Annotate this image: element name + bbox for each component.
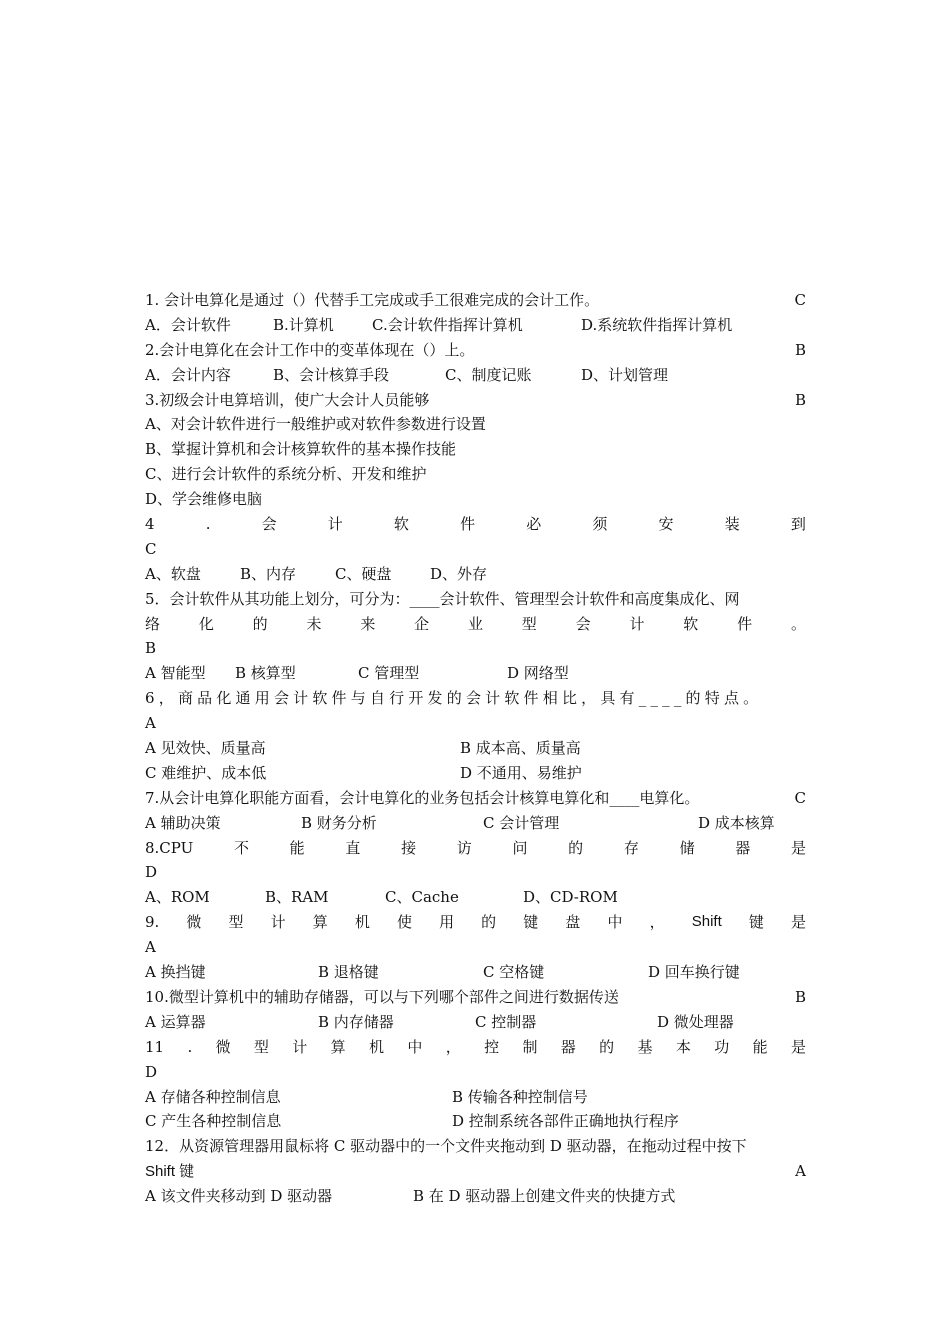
option-b: B 内存储器 (318, 1012, 394, 1031)
stem-char: 件 (460, 515, 476, 534)
option-b: B 在 D 驱动器上创建文件夹的快捷方式 (413, 1187, 676, 1206)
stem-char: 基 (637, 1037, 653, 1056)
stem-char: 络 (145, 614, 161, 633)
question-9-stem (145, 910, 806, 935)
option-a: A、ROM (145, 888, 210, 907)
stem-char: 的 (568, 838, 584, 857)
stem-char: 机 (369, 1037, 385, 1056)
question-1-options (145, 313, 806, 338)
stem-char: 型 (253, 1037, 269, 1056)
question-3-option-c (145, 462, 806, 487)
option-c: C 空格键 (483, 963, 545, 982)
stem-char: ， (445, 1037, 461, 1056)
stem-char: 计 (292, 1037, 308, 1056)
stem-char: 8.CPU (145, 838, 194, 857)
option-d: D、CD-ROM (523, 888, 618, 907)
stem-char: 控 (484, 1037, 500, 1056)
question-8-options (145, 885, 806, 910)
stem-char: Shift (691, 913, 722, 931)
option-d: D 网络型 (507, 664, 569, 683)
question-2-options (145, 363, 806, 388)
stem-char: 问 (512, 838, 528, 857)
stem-char: 微 (215, 1037, 231, 1056)
stem-char: 4 (145, 515, 155, 534)
stem-char: . (205, 515, 211, 534)
question-5-options (145, 661, 806, 686)
stem-char: 使 (396, 913, 412, 932)
option-b: B 退格键 (318, 963, 379, 982)
question-text: 6，商品化通用会计软件与自行开发的会计软件相比，具有____的特点。 (145, 689, 763, 708)
question-5-stem (145, 587, 806, 612)
stem-char: 制 (522, 1037, 538, 1056)
option-c: C 控制器 (475, 1012, 537, 1031)
answer-label: B (794, 987, 806, 1006)
question-3-option-b (145, 437, 806, 462)
stem-char: 算 (330, 1037, 346, 1056)
option-b: B 财务分析 (301, 813, 377, 832)
stem-char: 会 (575, 614, 591, 633)
stem-char: 能 (752, 1037, 768, 1056)
stem-char: 企 (414, 614, 430, 633)
question-list (145, 288, 806, 1209)
question-9-answer (145, 935, 806, 960)
question-11-answer (145, 1060, 806, 1085)
option-d: D、计划管理 (581, 365, 669, 384)
question-12-stem-cont (145, 1159, 806, 1184)
stem-char: 型 (521, 614, 537, 633)
stem-char: 9. (145, 913, 160, 932)
stem-char: 是 (790, 913, 806, 932)
stem-char: 的 (481, 913, 497, 932)
stem-char: 是 (790, 1037, 806, 1056)
option-d: D 控制系统各部件正确地执行程序 (452, 1112, 679, 1131)
stem-char: 未 (306, 614, 322, 633)
question-1-stem (145, 288, 806, 313)
option-c: C 难维护、成本低 (145, 763, 267, 782)
question-9-options (145, 960, 806, 985)
answer-label: C (145, 539, 157, 558)
option-d: D 微处理器 (657, 1012, 734, 1031)
question-5-stem-cont (145, 612, 806, 637)
stem-char: 储 (679, 838, 695, 857)
question-11-stem (145, 1035, 806, 1060)
question-8-answer (145, 860, 806, 885)
option-b: B.计算机 (273, 315, 334, 334)
option-b: B、内存 (240, 564, 297, 583)
stem-char: 器 (560, 1037, 576, 1056)
option-a: A 运算器 (145, 1012, 206, 1031)
question-4-stem (145, 512, 806, 537)
question-text: 2.会计电算化在会计工作中的变革体现在（）上。 (145, 340, 475, 359)
answer-label: B (794, 340, 806, 359)
option-a: A 辅助决策 (145, 813, 221, 832)
option-c: C、制度记账 (445, 365, 532, 384)
stem-char: 键 (748, 913, 764, 932)
stem-char: 计 (270, 913, 286, 932)
stem-char: 计 (629, 614, 645, 633)
question-7-stem (145, 786, 806, 811)
option-a: A．会计软件 (145, 315, 231, 334)
option-d: D 不通用、易维护 (460, 763, 582, 782)
question-text: 7.从会计电算化职能方面看，会计电算化的业务包括会计核算电算化和____电算化。 (145, 788, 700, 807)
option-c: C.会计软件指挥计算机 (372, 315, 523, 334)
stem-char: ， (649, 913, 665, 932)
question-11-options-row2 (145, 1109, 806, 1134)
stem-char: 软 (393, 515, 409, 534)
answer-label: D (145, 863, 158, 882)
question-text: 1. 会计电算化是通过（）代替手工完成或手工很难完成的会计工作。 (145, 291, 600, 309)
question-10-stem (145, 985, 806, 1010)
stem-char: 不 (233, 838, 249, 857)
stem-char: 本 (675, 1037, 691, 1056)
option-a: A．会计内容 (145, 365, 231, 384)
option-d: D 成本核算 (698, 813, 775, 832)
answer-label: A (795, 1162, 806, 1181)
stem-char: 中 (607, 913, 623, 932)
stem-char: 11 (145, 1037, 165, 1056)
option-a: A 换挡键 (145, 963, 206, 982)
option-a: A 智能型 (145, 664, 206, 683)
question-7-options (145, 811, 806, 836)
option-d: D.系统软件指挥计算机 (581, 315, 733, 334)
option-a: A、对会计软件进行一般维护或对软件参数进行设置 (145, 415, 486, 434)
stem-char: 来 (360, 614, 376, 633)
option-c: C、硬盘 (335, 564, 392, 583)
stem-char: 接 (401, 838, 417, 857)
option-c: C、Cache (385, 888, 459, 907)
answer-label: A (145, 714, 156, 733)
stem-char: 机 (354, 913, 370, 932)
stem-char: 化 (198, 614, 214, 633)
stem-char: 中 (407, 1037, 423, 1056)
question-5-answer (145, 636, 806, 661)
option-c: C、进行会计软件的系统分析、开发和维护 (145, 465, 427, 484)
option-b: B 传输各种控制信号 (452, 1087, 588, 1106)
stem-char: 存 (623, 838, 639, 857)
stem-char: 安 (658, 515, 674, 534)
option-a: A 见效快、质量高 (145, 739, 266, 758)
stem-char: 是 (790, 838, 806, 857)
stem-char: 能 (289, 838, 305, 857)
question-4-answer (145, 537, 806, 562)
stem-char: 盘 (565, 913, 581, 932)
question-text: 10.微型计算机中的辅助存储器，可以与下列哪个部件之间进行数据传送 (145, 987, 619, 1006)
stem-char: 用 (439, 913, 455, 932)
question-6-options-row1 (145, 736, 806, 761)
stem-char: 必 (526, 515, 542, 534)
option-d: D、学会维修电脑 (145, 490, 263, 509)
stem-char: 件 (737, 614, 753, 633)
stem-char: 算 (312, 913, 328, 932)
option-c: C 管理型 (358, 664, 420, 683)
option-d: D、外存 (430, 564, 488, 583)
answer-label: D (145, 1062, 158, 1081)
question-8-stem (145, 836, 806, 861)
question-6-options-row2 (145, 761, 806, 786)
stem-char: . (187, 1037, 193, 1056)
stem-char: 软 (683, 614, 699, 633)
question-12-options (145, 1184, 806, 1209)
stem-char: 装 (724, 515, 740, 534)
stem-char: 会 (261, 515, 277, 534)
question-text: 12．从资源管理器用鼠标将 C 驱动器中的一个文件夹拖动到 D 驱动器，在拖动过程中按下 (145, 1137, 747, 1156)
question-6-answer (145, 711, 806, 736)
question-text: 3.初级会计电算培训，使广大会计人员能够 (145, 390, 430, 409)
question-6-stem (145, 686, 806, 711)
question-text: 5．会计软件从其功能上划分，可分为：____会计软件、管理型会计软件和高度集成化、网 (145, 589, 740, 608)
question-12-stem (145, 1134, 806, 1159)
question-2-stem (145, 338, 806, 363)
answer-label: A (145, 938, 156, 957)
stem-char: 访 (456, 838, 472, 857)
stem-char: 直 (345, 838, 361, 857)
option-b: B 成本高、质量高 (460, 739, 581, 758)
question-10-options (145, 1010, 806, 1035)
stem-char: 的 (599, 1037, 615, 1056)
answer-label: C (794, 291, 806, 309)
question-11-options-row1 (145, 1085, 806, 1110)
question-text: Shift 键 (145, 1163, 195, 1181)
stem-char: 须 (592, 515, 608, 534)
question-3-stem (145, 388, 806, 413)
question-3-option-a (145, 412, 806, 437)
option-a: A 该文件夹移动到 D 驱动器 (145, 1187, 333, 1206)
option-d: D 回车换行键 (648, 963, 740, 982)
stem-char: 到 (790, 515, 806, 534)
option-c: C 产生各种控制信息 (145, 1112, 282, 1131)
stem-char: 器 (735, 838, 751, 857)
stem-char: 。 (790, 614, 806, 633)
option-a: A 存储各种控制信息 (145, 1087, 281, 1106)
stem-char: 键 (523, 913, 539, 932)
stem-char: 业 (467, 614, 483, 633)
stem-char: 的 (252, 614, 268, 633)
stem-char: 功 (714, 1037, 730, 1056)
answer-label: B (794, 390, 806, 409)
question-4-options (145, 562, 806, 587)
option-b: B、会计核算手段 (273, 365, 390, 384)
option-b: B 核算型 (235, 664, 296, 683)
stem-char: 微 (186, 913, 202, 932)
stem-char: 计 (327, 515, 343, 534)
question-3-option-d (145, 487, 806, 512)
option-b: B、掌握计算机和会计核算软件的基本操作技能 (145, 440, 457, 459)
answer-label: B (145, 639, 157, 658)
option-b: B、RAM (265, 888, 329, 907)
stem-char: 型 (228, 913, 244, 932)
option-a: A、软盘 (145, 564, 201, 583)
option-c: C 会计管理 (483, 813, 560, 832)
answer-label: C (794, 788, 806, 807)
